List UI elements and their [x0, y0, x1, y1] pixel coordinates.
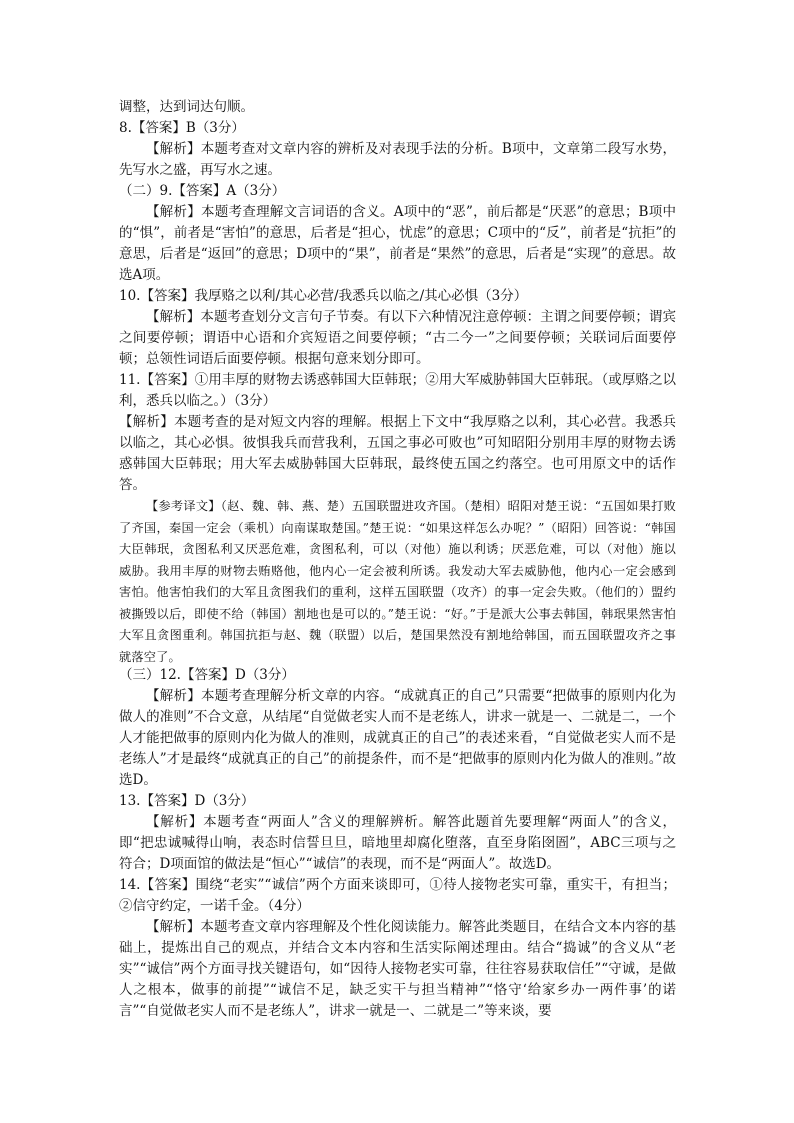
analysis-10: 【解析】本题考查划分文言句子节奏。有以下六种情况注意停顿：主谓之间要停顿；谓宾之间要停顿；谓语中心语和介宾短语之间要停顿；“古二今一”之间要停顿；关联词后面要停顿；总领性词语后面要停顿。根据句意来划分即可。: [119, 309, 676, 367]
analysis-8: 【解析】本题考查对文章内容的辨析及对表现手法的分析。B项中，文章第二段写水势，先写水之盛，再写水之速。: [119, 141, 676, 178]
analysis-13: 【解析】本题考查“两面人”含义的理解辨析。解答此题首先要理解“两面人”的含义，即“把忠诚喊得山响，表态时信誓旦旦，暗地里却腐化堕落，直至身陷囹圄”，ABC三项与之符合；D项面馆的做法是“恒心”“诚信”的表现，而不是“两面人”。故选D。: [119, 814, 676, 872]
answer-13: 13.【答案】D（3分）: [119, 793, 255, 809]
reference-translation: 【参考译文】（赵、魏、韩、燕、楚）五国联盟进攻齐国。（楚相）昭阳对楚王说：“五国如果打败了齐国，秦国一定会（乘机）向南谋取楚国。”楚王说：“如果这样怎么办呢？”（昭阳）回答说：“韩国大臣韩珉，贪图私利又厌恶危难，贪图私利，可以（对他）施以利诱；厌恶危难，可以（对他）施以威胁。我用丰厚的财物去贿赂他，他内心一定会被利所诱。我发动大军去威胁他，他内心一定会感到害怕。他害怕我们的大军且贪图我们的重利，这样五国联盟（攻齐）的事一定会失败。（他们的）盟约被撕毁以后，即使不给（韩国）割地也是可以的。”楚王说：“好。”于是派大公事去韩国，韩珉果然害怕大军且贪图重利。韩国抗拒与赵、魏（联盟）以后，楚国果然没有割地给韩国，而五国联盟攻齐之事就落空了。: [119, 499, 676, 664]
paragraph-continuation: 调整，达到词达句顺。: [119, 99, 254, 115]
answer-11: 11.【答案】①用丰厚的财物去诱惑韩国大臣韩珉；②用大军威胁韩国大臣韩珉。（或厚赂之以利，悉兵以临之。）（3分）: [119, 372, 676, 409]
answer-8: 8.【答案】B（3分）: [119, 120, 245, 136]
analysis-12: 【解析】本题考查理解分析文章的内容。“成就真正的自己”只需要“把做事的原则内化为做人的准则”不合文意，从结尾“自觉做老实人而不是老练人，讲求一就是一、二就是二，一个人才能把做事的原则内化为做人的准则，成就真正的自己”的表述来看，“自觉做老实人而不是老练人”才是最终“成就真正的自己”的前提条件，而不是“把做事的原则内化为做人的准则。”故选D。: [119, 688, 676, 788]
analysis-9: 【解析】本题考查理解文言词语的含义。A项中的“恶”，前后都是“厌恶”的意思；B项中的“惧”，前者是“害怕”的意思，后者是“担心，忧虑”的意思；C项中的“反”，前者是“抗拒”的意思，后者是“返回”的意思；D项中的“果”，前者是“果然”的意思，后者是“实现”的意思。故选A项。: [119, 204, 676, 283]
analysis-11: 【解析】本题考查的是对短文内容的理解。根据上下文中“我厚赂之以利，其心必营。我悉兵以临之，其心必惧。彼惧我兵而营我利，五国之事必可败也”可知昭阳分别用丰厚的财物去诱惑韩国大臣韩珉；用大军去威胁韩国大臣韩珉，最终使五国之约落空。也可用原文中的话作答。: [119, 414, 676, 493]
answer-12: （三）12.【答案】D（3分）: [119, 667, 295, 683]
answer-10: 10.【答案】我厚赂之以利/其心必营/我悉兵以临之/其心必惧（3分）: [119, 288, 528, 304]
answer-14: 14.【答案】围绕“老实”“诚信”两个方面来谈即可，①待人接物老实可靠，重实干，有担当；②信守约定，一诺千金。（4分）: [119, 877, 676, 914]
answer-9: （二）9.【答案】A（3分）: [119, 183, 286, 199]
analysis-14: 【解析】本题考查文章内容理解及个性化阅读能力。解答此类题目，在结合文本内容的基础上，提炼出自己的观点，并结合文本内容和生活实际阐述理由。结合“捣诚”的含义从“老实”“诚信”两个方面寻找关键语句，如“因待人接物老实可靠，往往容易获取信任”“守诚，是做人之根本，做事的前提”“诚信不足，缺乏实干与担当精神”“恪守‘给家乡办一两件事’的诺言”“自觉做老实人而不是老练人”，讲求一就是一、二就是二”等来谈，要: [119, 919, 676, 1019]
